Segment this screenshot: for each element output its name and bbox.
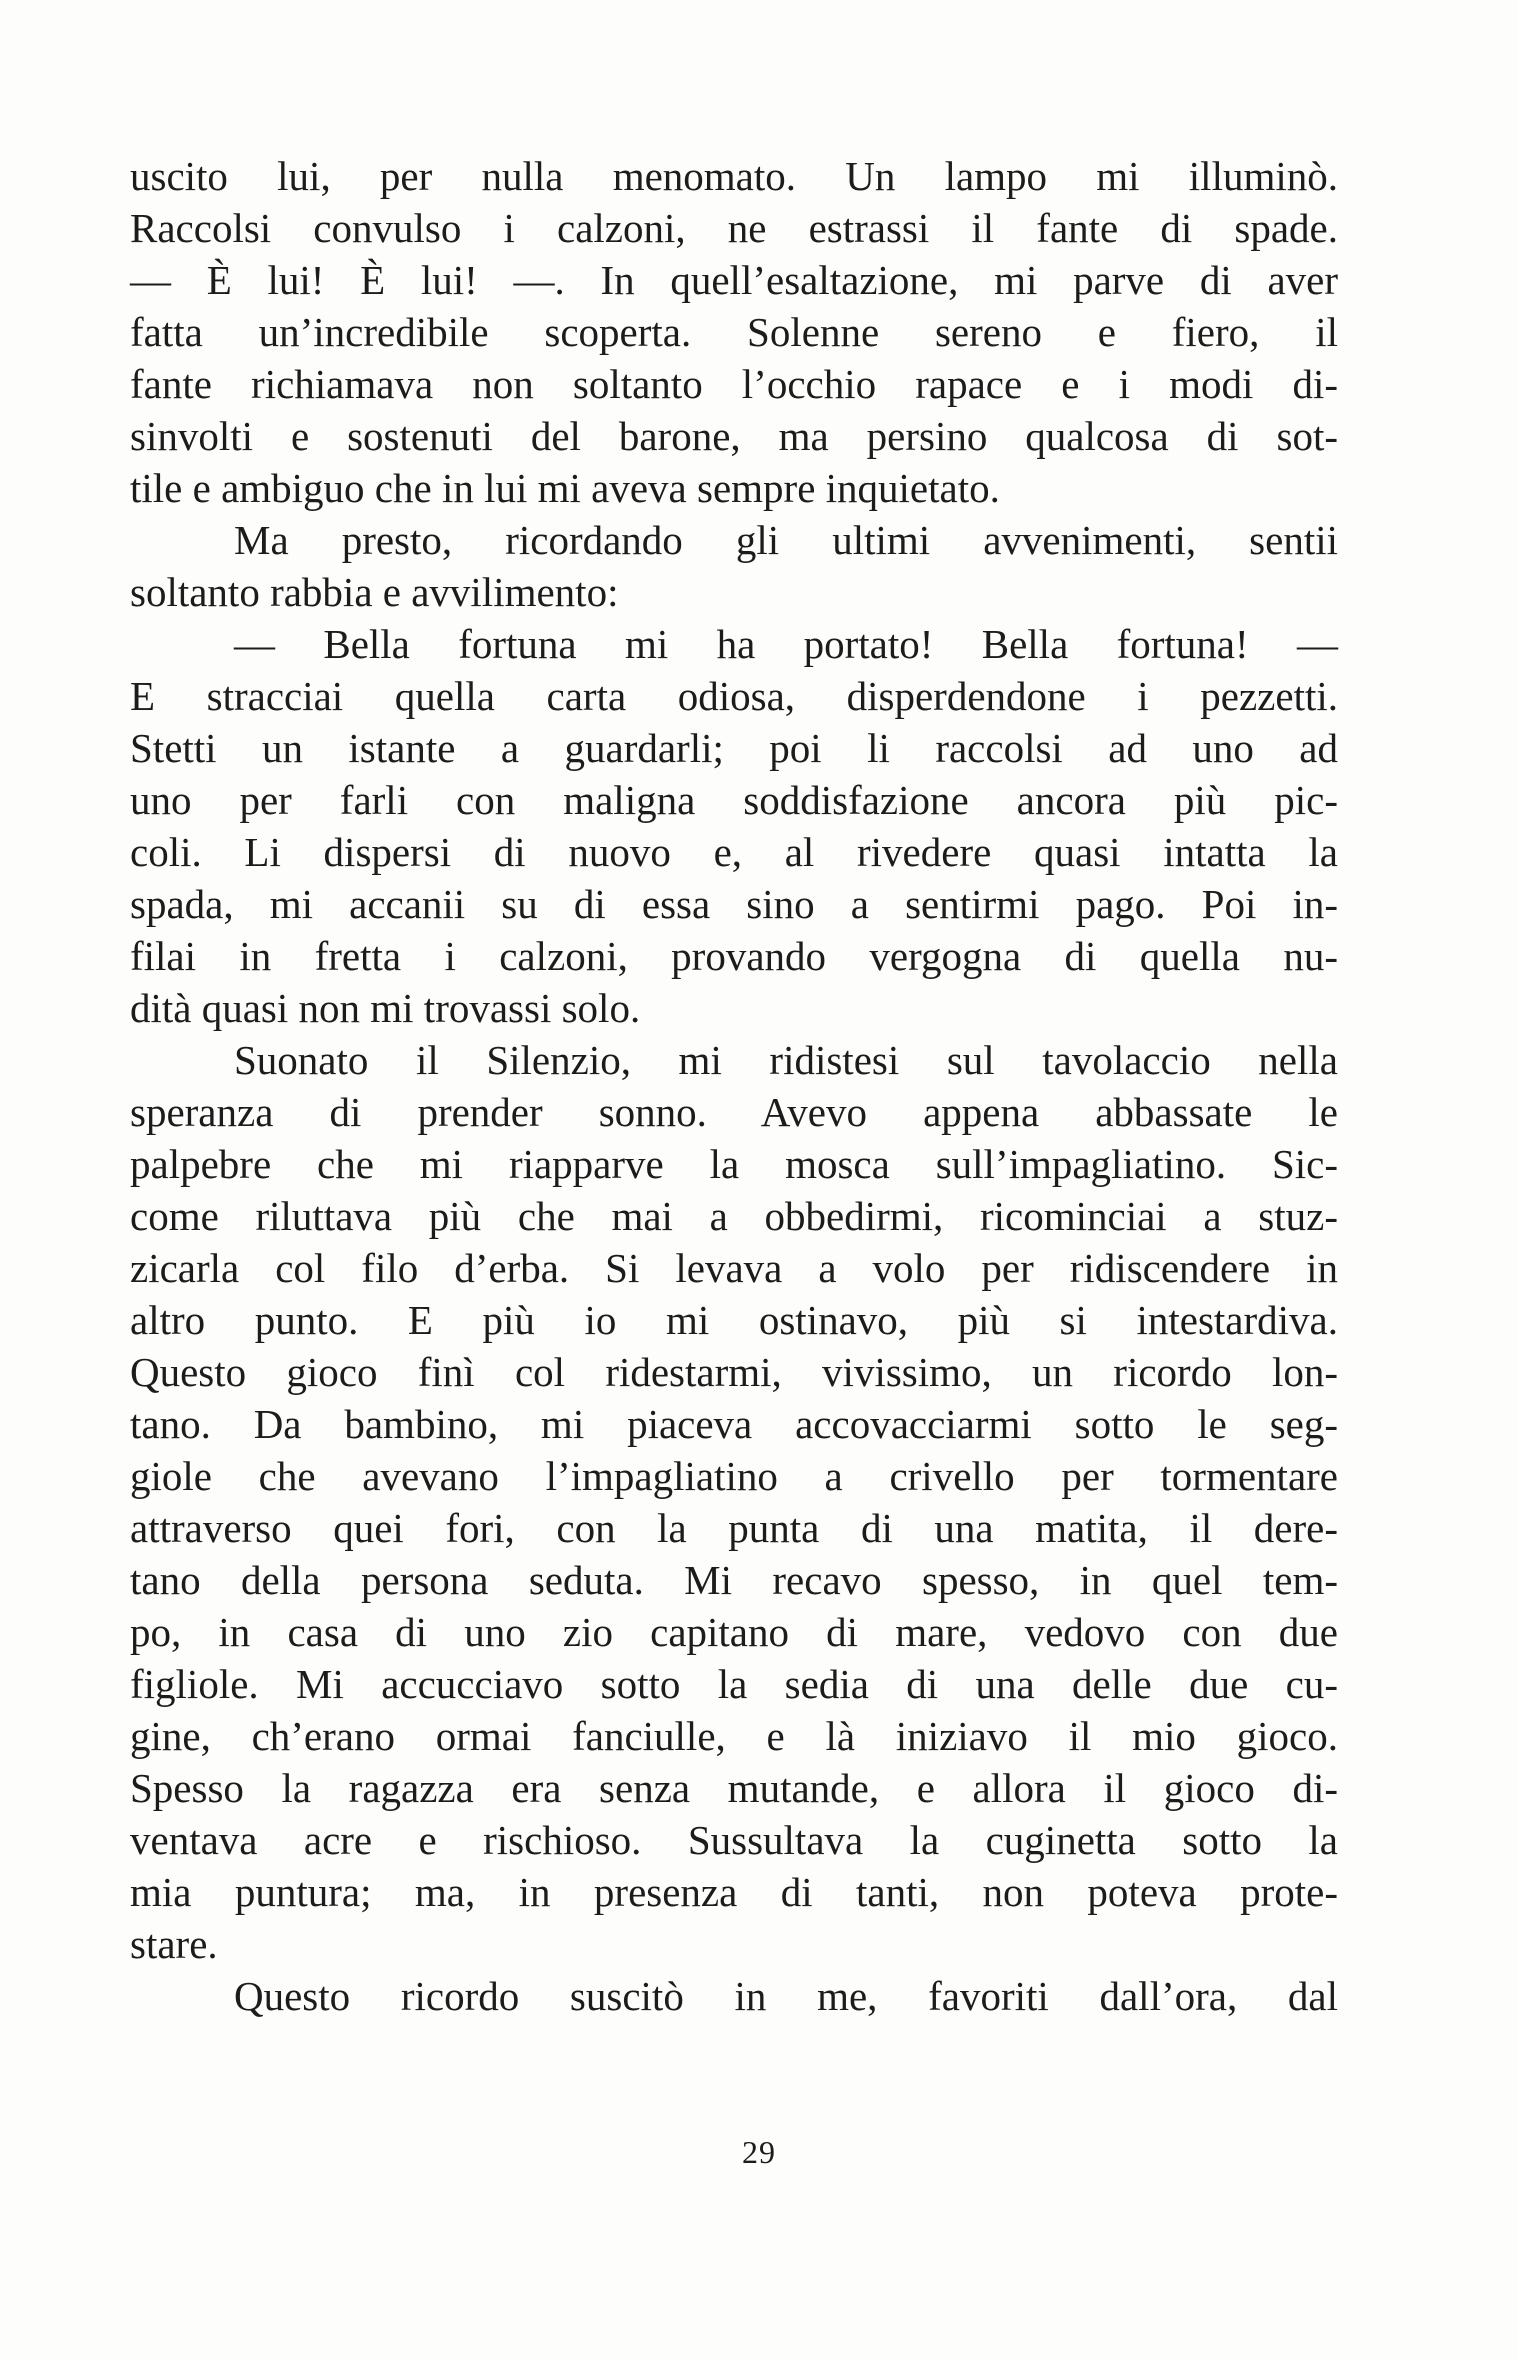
text-line: tano. Da bambino, mi piaceva accovacciarmi sotto le seg- [130, 1401, 1338, 1447]
text-line: po, in casa di uno zio capitano di mare, vedovo con due [130, 1609, 1338, 1655]
text-line: stare. [130, 1921, 218, 1967]
text-line: Spesso la ragazza era senza mutande, e allora il gioco di- [130, 1765, 1338, 1811]
text-line: uscito lui, per nulla menomato. Un lampo mi illuminò. [130, 153, 1338, 199]
text-line: mia puntura; ma, in presenza di tanti, non poteva prote- [130, 1869, 1338, 1915]
text-line: ventava acre e rischioso. Sussultava la cuginetta sotto la [130, 1817, 1338, 1863]
text-line: speranza di prender sonno. Avevo appena abbassate le [130, 1089, 1338, 1135]
text-line: fatta un’incredibile scoperta. Solenne sereno e fiero, il [130, 309, 1338, 355]
text-line: coli. Li dispersi di nuovo e, al rivedere quasi intatta la [130, 829, 1338, 875]
text-line: figliole. Mi accucciavo sotto la sedia di una delle due cu- [130, 1661, 1338, 1707]
text-line: E stracciai quella carta odiosa, disperdendone i pezzetti. [130, 673, 1338, 719]
text-line: tano della persona seduta. Mi recavo spesso, in quel tem- [130, 1557, 1338, 1603]
text-line: zicarla col filo d’erba. Si levava a volo per ridiscendere in [130, 1245, 1338, 1291]
page-number: 29 [742, 2134, 776, 2170]
text-line: uno per farli con maligna soddisfazione ancora più pic- [130, 777, 1338, 823]
text-line: Stetti un istante a guardarli; poi li raccolsi ad uno ad [130, 725, 1338, 771]
text-line: — È lui! È lui! —. In quell’esaltazione, mi parve di aver [130, 257, 1338, 303]
dialogue-line: — Bella fortuna mi ha portato! Bella fortuna! — [234, 621, 1338, 667]
paragraph-first-line: Ma presto, ricordando gli ultimi avvenimenti, sentii [234, 517, 1338, 563]
text-line: come riluttava più che mai a obbedirmi, ricominciai a stuz- [130, 1193, 1338, 1239]
paragraph-first-line: Questo ricordo suscitò in me, favoriti dall’ora, dal [234, 1973, 1338, 2019]
text-line: soltanto rabbia e avvilimento: [130, 569, 619, 615]
text-line: tile e ambiguo che in lui mi aveva sempre inquietato. [130, 465, 1000, 511]
text-line: sinvolti e sostenuti del barone, ma persino qualcosa di sot- [130, 413, 1338, 459]
text-line: attraverso quei fori, con la punta di una matita, il dere- [130, 1505, 1338, 1551]
text-line: dità quasi non mi trovassi solo. [130, 985, 641, 1031]
body-text [130, 150, 1338, 2022]
text-line: Questo gioco finì col ridestarmi, vivissimo, un ricordo lon- [130, 1349, 1338, 1395]
text-line: altro punto. E più io mi ostinavo, più si intestardiva. [130, 1297, 1338, 1343]
text-line: palpebre che mi riapparve la mosca sull’impagliatino. Sic- [130, 1141, 1338, 1187]
text-line: Raccolsi convulso i calzoni, ne estrassi il fante di spade. [130, 205, 1338, 251]
text-line: giole che avevano l’impagliatino a crivello per tormentare [130, 1453, 1338, 1499]
text-line: gine, ch’erano ormai fanciulle, e là iniziavo il mio gioco. [130, 1713, 1338, 1759]
paragraph-first-line: Suonato il Silenzio, mi ridistesi sul tavolaccio nella [234, 1037, 1338, 1083]
text-line: spada, mi accanii su di essa sino a sentirmi pago. Poi in- [130, 881, 1338, 927]
text-line: filai in fretta i calzoni, provando vergogna di quella nu- [130, 933, 1338, 979]
text-line: fante richiamava non soltanto l’occhio rapace e i modi di- [130, 361, 1338, 407]
